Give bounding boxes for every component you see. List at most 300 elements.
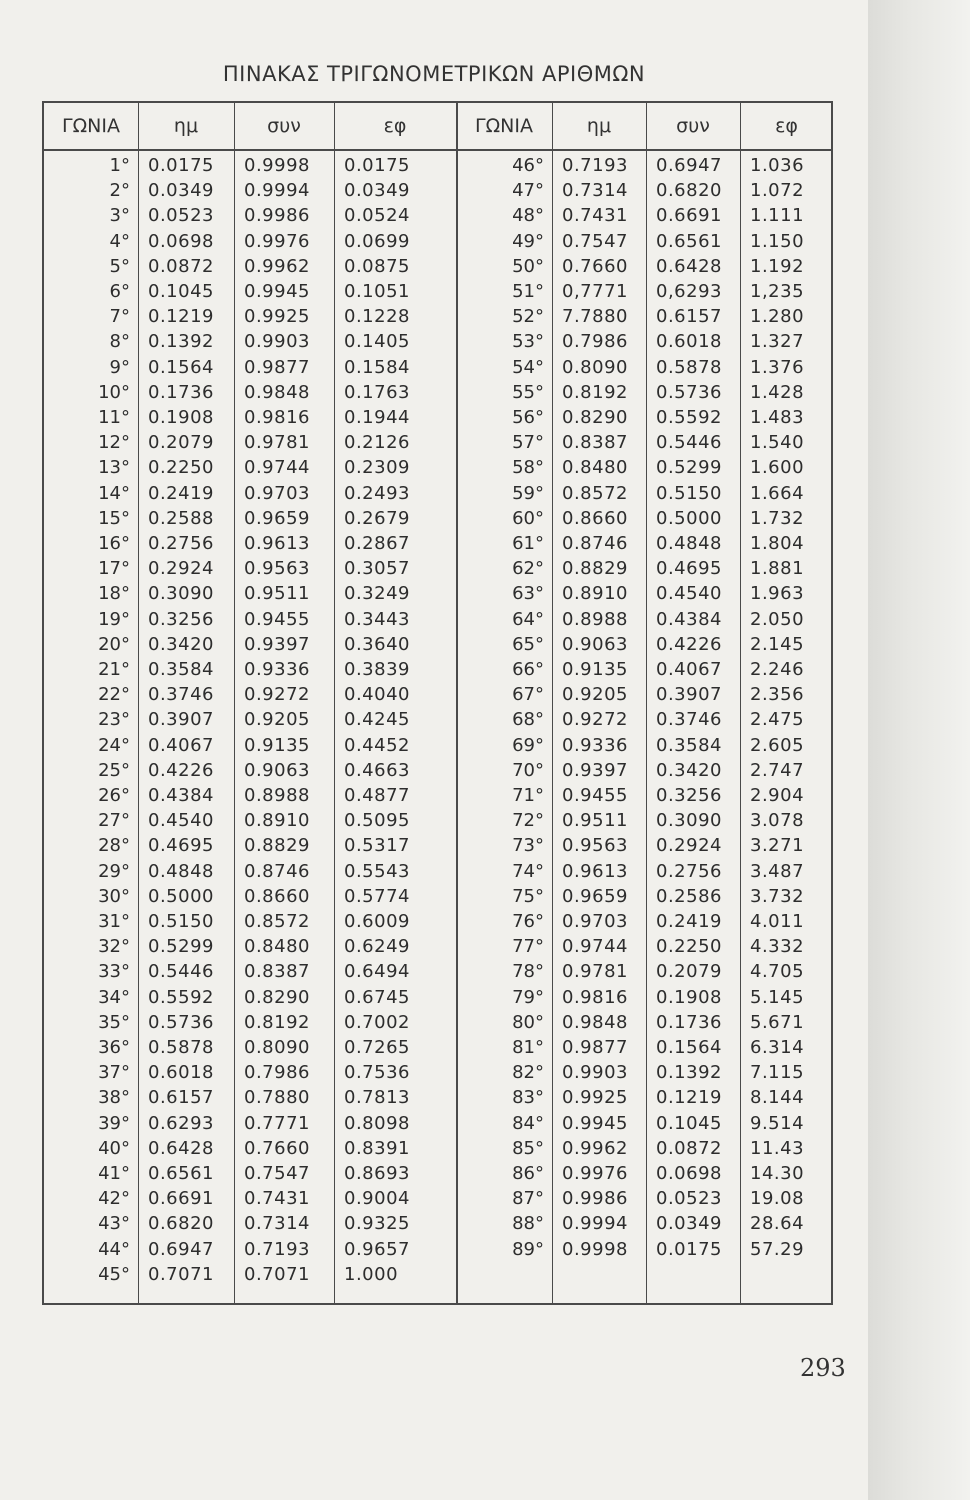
cos-cell: 0.8746	[244, 860, 310, 882]
angle-cell: 26°	[98, 785, 130, 806]
cos-cell: 0.9455	[244, 608, 310, 630]
sin-cell: 0.9744	[562, 936, 628, 958]
cos-cell: 0.5299	[656, 457, 722, 479]
tan-cell: 3.487	[750, 860, 805, 882]
column-header: ημ	[586, 115, 612, 137]
sin-cell: 0.1219	[148, 306, 214, 328]
cos-cell: 0.7880	[244, 1087, 310, 1109]
angle-cell: 34°	[98, 986, 130, 1008]
sin-cell: 0.3090	[148, 583, 214, 605]
sin-cell: 0.2756	[148, 533, 214, 554]
sin-cell: 0.8387	[562, 432, 628, 454]
cos-cell: 0.7314	[244, 1213, 310, 1235]
sin-cell: 0.8192	[562, 381, 628, 403]
tan-cell: 1.000	[344, 1263, 399, 1285]
tan-cell: 0.2867	[344, 533, 410, 554]
cos-cell: 0.8910	[244, 810, 310, 832]
sin-cell: 0.3256	[148, 608, 214, 630]
cos-cell: 0.1392	[656, 1062, 722, 1084]
cos-cell: 0.9903	[244, 331, 310, 353]
tan-cell: 3.271	[750, 835, 805, 857]
sin-cell: 0.4384	[148, 785, 214, 806]
sin-cell: 0.6428	[148, 1137, 214, 1159]
tan-cell: 1,235	[750, 281, 805, 302]
cos-cell: 0.8660	[244, 885, 310, 907]
cos-cell: 0.3090	[656, 810, 722, 832]
tan-cell: 1.804	[750, 533, 805, 554]
sin-cell: 0.9563	[562, 835, 628, 857]
sin-cell: 0.7986	[562, 331, 628, 353]
sin-cell: 0.9877	[562, 1037, 628, 1058]
angle-cell: 81°	[512, 1037, 544, 1058]
sin-cell: 0.9994	[562, 1213, 628, 1235]
sin-cell: 0.9962	[562, 1137, 628, 1159]
tan-cell: 0.1228	[344, 306, 410, 328]
tan-cell: 0.4245	[344, 709, 410, 731]
angle-cell: 50°	[512, 255, 544, 277]
cos-cell: 0.3907	[656, 684, 722, 706]
header-divider	[44, 149, 831, 151]
angle-cell: 88°	[512, 1213, 544, 1235]
column-divider	[334, 103, 335, 1303]
sin-cell: 0.7431	[562, 205, 628, 227]
cos-cell: 0.0349	[656, 1213, 722, 1235]
cos-cell: 0.9613	[244, 533, 310, 554]
angle-cell: 71°	[512, 785, 544, 806]
tan-cell: 0.7002	[344, 1011, 410, 1033]
sin-cell: 0.1392	[148, 331, 214, 353]
tan-cell: 0.1405	[344, 331, 410, 353]
angle-cell: 78°	[512, 961, 544, 983]
angle-cell: 54°	[512, 356, 544, 378]
sin-cell: 0.6293	[148, 1112, 214, 1134]
tan-cell: 14.30	[750, 1163, 805, 1184]
sin-cell: 0.5150	[148, 911, 214, 932]
angle-cell: 61°	[512, 533, 544, 554]
angle-cell: 77°	[512, 936, 544, 958]
cos-cell: 0.9877	[244, 356, 310, 378]
cos-cell: 0.5000	[656, 507, 722, 529]
sin-cell: 0.8660	[562, 507, 628, 529]
cos-cell: 0.7660	[244, 1137, 310, 1159]
tan-cell: 28.64	[750, 1213, 805, 1235]
tan-cell: 0.0349	[344, 180, 410, 202]
angle-cell: 40°	[98, 1137, 130, 1159]
cos-cell: 0.9336	[244, 659, 310, 680]
angle-cell: 37°	[98, 1062, 130, 1084]
tan-cell: 4.011	[750, 911, 805, 932]
column-header: εφ	[383, 115, 407, 137]
angle-cell: 4°	[109, 230, 130, 252]
tan-cell: 1.036	[750, 155, 805, 176]
tan-cell: 0.4452	[344, 734, 410, 756]
angle-cell: 43°	[98, 1213, 130, 1235]
sin-cell: 0.6157	[148, 1087, 214, 1109]
sin-cell: 0.2079	[148, 432, 214, 454]
cos-cell: 0.7193	[244, 1238, 310, 1260]
tan-cell: 1.376	[750, 356, 805, 378]
cos-cell: 0.8192	[244, 1011, 310, 1033]
cos-cell: 0.4226	[656, 633, 722, 655]
angle-cell: 63°	[512, 583, 544, 605]
angle-cell: 23°	[98, 709, 130, 731]
cos-cell: 0.8829	[244, 835, 310, 857]
cos-cell: 0.3584	[656, 734, 722, 756]
angle-cell: 70°	[512, 759, 544, 781]
sin-cell: 0.5000	[148, 885, 214, 907]
tan-cell: 5.145	[750, 986, 805, 1008]
sin-cell: 0.5736	[148, 1011, 214, 1033]
tan-cell: 0.0524	[344, 205, 410, 227]
cos-cell: 0.5150	[656, 482, 722, 504]
cos-cell: 0.4540	[656, 583, 722, 605]
tan-cell: 7.115	[750, 1062, 805, 1084]
angle-cell: 67°	[512, 684, 544, 706]
tan-cell: 0.9657	[344, 1238, 410, 1260]
cos-cell: 0.0175	[656, 1238, 722, 1260]
cos-cell: 0.0523	[656, 1188, 722, 1210]
angle-cell: 75°	[512, 885, 544, 907]
cos-cell: 0.3420	[656, 759, 722, 781]
cos-cell: 0.9816	[244, 407, 310, 428]
angle-cell: 53°	[512, 331, 544, 353]
sin-cell: 0.8572	[562, 482, 628, 504]
cos-cell: 0.9744	[244, 457, 310, 479]
tan-cell: 0.1051	[344, 281, 410, 302]
angle-cell: 13°	[98, 457, 130, 479]
tan-cell: 0.5095	[344, 810, 410, 832]
angle-cell: 72°	[512, 810, 544, 832]
sin-cell: 0.5878	[148, 1037, 214, 1058]
angle-cell: 74°	[512, 860, 544, 882]
cos-cell: 0.0872	[656, 1137, 722, 1159]
cos-cell: 0.9272	[244, 684, 310, 706]
angle-cell: 9°	[109, 356, 130, 378]
angle-cell: 85°	[512, 1137, 544, 1159]
tan-cell: 6.314	[750, 1037, 805, 1058]
angle-cell: 66°	[512, 659, 544, 680]
angle-cell: 49°	[512, 230, 544, 252]
angle-cell: 15°	[98, 507, 130, 529]
column-header: συν	[676, 115, 710, 137]
sin-cell: 0.9613	[562, 860, 628, 882]
tan-cell: 1.150	[750, 230, 805, 252]
sin-cell: 0.9998	[562, 1238, 628, 1260]
sin-cell: 0.1045	[148, 281, 214, 302]
cos-cell: 0.2924	[656, 835, 722, 857]
sin-cell: 0.8829	[562, 558, 628, 580]
cos-cell: 0.4848	[656, 533, 722, 554]
cos-cell: 0.8090	[244, 1037, 310, 1058]
cos-cell: 0.1219	[656, 1087, 722, 1109]
sin-cell: 0.3584	[148, 659, 214, 680]
sin-cell: 0.0175	[148, 155, 214, 176]
angle-cell: 6°	[109, 281, 130, 302]
sin-cell: 0.8090	[562, 356, 628, 378]
angle-cell: 86°	[512, 1163, 544, 1184]
cos-cell: 0.1736	[656, 1011, 722, 1033]
tan-cell: 2.747	[750, 759, 805, 781]
tan-cell: 0.0875	[344, 255, 410, 277]
angle-cell: 79°	[512, 986, 544, 1008]
angle-cell: 33°	[98, 961, 130, 983]
sin-cell: 0.9976	[562, 1163, 628, 1184]
sin-cell: 0.9703	[562, 911, 628, 932]
angle-cell: 27°	[98, 810, 130, 832]
sin-cell: 0.8480	[562, 457, 628, 479]
tan-cell: 0.1763	[344, 381, 410, 403]
angle-cell: 17°	[98, 558, 130, 580]
tan-cell: 11.43	[750, 1137, 805, 1159]
sin-cell: 0.1908	[148, 407, 214, 428]
page-title: ΠΙΝΑΚΑΣ ΤΡΙΓΩΝΟΜΕΤΡΙΚΩΝ ΑΡΙΘΜΩΝ	[222, 62, 646, 86]
cos-cell: 0,6293	[656, 281, 722, 302]
angle-cell: 89°	[512, 1238, 544, 1260]
angle-cell: 3°	[109, 205, 130, 227]
cos-cell: 0.5736	[656, 381, 722, 403]
tan-cell: 0.4040	[344, 684, 410, 706]
sin-cell: 0.7660	[562, 255, 628, 277]
column-header: ημ	[173, 115, 199, 137]
cos-cell: 0.9511	[244, 583, 310, 605]
sin-cell: 0.0698	[148, 230, 214, 252]
tan-cell: 1.664	[750, 482, 805, 504]
angle-cell: 45°	[98, 1263, 130, 1285]
tan-cell: 0.0699	[344, 230, 410, 252]
tan-cell: 0.3057	[344, 558, 410, 580]
tan-cell: 1.192	[750, 255, 805, 277]
angle-cell: 57°	[512, 432, 544, 454]
sin-cell: 0.1736	[148, 381, 214, 403]
angle-cell: 29°	[98, 860, 130, 882]
cos-cell: 0.7071	[244, 1263, 310, 1285]
tan-cell: 57.29	[750, 1238, 805, 1260]
tan-cell: 0.4877	[344, 785, 410, 806]
tan-cell: 0.2493	[344, 482, 410, 504]
tan-cell: 4.705	[750, 961, 805, 983]
cos-cell: 0.7547	[244, 1163, 310, 1184]
tan-cell: 3.732	[750, 885, 805, 907]
tan-cell: 0.5543	[344, 860, 410, 882]
column-divider	[234, 103, 235, 1303]
tan-cell: 0.8693	[344, 1163, 410, 1184]
cos-cell: 0.9998	[244, 155, 310, 176]
tan-cell: 1.428	[750, 381, 805, 403]
cos-cell: 0.6561	[656, 230, 722, 252]
sin-cell: 0.7193	[562, 155, 628, 176]
tan-cell: 1.072	[750, 180, 805, 202]
cos-cell: 0.3256	[656, 785, 722, 806]
tan-cell: 2.356	[750, 684, 805, 706]
cos-cell: 0.5878	[656, 356, 722, 378]
sin-cell: 0.8746	[562, 533, 628, 554]
sin-cell: 0.8988	[562, 608, 628, 630]
angle-cell: 52°	[512, 306, 544, 328]
sin-cell: 0.8910	[562, 583, 628, 605]
angle-cell: 20°	[98, 633, 130, 655]
angle-cell: 42°	[98, 1188, 130, 1210]
sin-cell: 0.9397	[562, 759, 628, 781]
tan-cell: 0.2126	[344, 432, 410, 454]
angle-cell: 22°	[98, 684, 130, 706]
angle-cell: 12°	[98, 432, 130, 454]
angle-cell: 38°	[98, 1087, 130, 1109]
cos-cell: 0.7431	[244, 1188, 310, 1210]
tan-cell: 0.2679	[344, 507, 410, 529]
sin-cell: 0.6691	[148, 1188, 214, 1210]
column-divider	[552, 103, 553, 1303]
sin-cell: 0.4848	[148, 860, 214, 882]
column-divider	[646, 103, 647, 1303]
sin-cell: 0.2250	[148, 457, 214, 479]
angle-cell: 83°	[512, 1087, 544, 1109]
angle-cell: 25°	[98, 759, 130, 781]
angle-cell: 76°	[512, 911, 544, 932]
angle-cell: 55°	[512, 381, 544, 403]
sin-cell: 0.2419	[148, 482, 214, 504]
sin-cell: 7.7880	[562, 306, 628, 328]
sin-cell: 0,7771	[562, 281, 628, 302]
tan-cell: 8.144	[750, 1087, 805, 1109]
angle-cell: 82°	[512, 1062, 544, 1084]
tan-cell: 0.3839	[344, 659, 410, 680]
angle-cell: 58°	[512, 457, 544, 479]
tan-cell: 0.3640	[344, 633, 410, 655]
angle-cell: 51°	[512, 281, 544, 302]
tan-cell: 0.5774	[344, 885, 410, 907]
cos-cell: 0.1045	[656, 1112, 722, 1134]
cos-cell: 0.9135	[244, 734, 310, 756]
sin-cell: 0.9511	[562, 810, 628, 832]
page-edge	[868, 0, 970, 1500]
tan-cell: 0.6494	[344, 961, 410, 983]
tan-cell: 2.050	[750, 608, 805, 630]
cos-cell: 0.6428	[656, 255, 722, 277]
cos-cell: 0.9925	[244, 306, 310, 328]
cos-cell: 0.1908	[656, 986, 722, 1008]
page-number: 293	[800, 1354, 846, 1382]
angle-cell: 28°	[98, 835, 130, 857]
angle-cell: 64°	[512, 608, 544, 630]
cos-cell: 0.6157	[656, 306, 722, 328]
cos-cell: 0.2586	[656, 885, 722, 907]
sin-cell: 0.4226	[148, 759, 214, 781]
column-divider	[740, 103, 741, 1303]
cos-cell: 0.8290	[244, 986, 310, 1008]
tan-cell: 1.600	[750, 457, 805, 479]
tan-cell: 0.1944	[344, 407, 410, 428]
sin-cell: 0.1564	[148, 356, 214, 378]
tan-cell: 0.9004	[344, 1188, 410, 1210]
column-divider	[138, 103, 139, 1303]
tan-cell: 0.3443	[344, 608, 410, 630]
angle-cell: 24°	[98, 734, 130, 756]
angle-cell: 69°	[512, 734, 544, 756]
tan-cell: 2.605	[750, 734, 805, 756]
column-header: εφ	[775, 115, 798, 137]
sin-cell: 0.8290	[562, 407, 628, 428]
sin-cell: 0.3420	[148, 633, 214, 655]
tan-cell: 0.8098	[344, 1112, 410, 1134]
angle-cell: 48°	[512, 205, 544, 227]
cos-cell: 0.1564	[656, 1037, 722, 1058]
angle-cell: 41°	[98, 1163, 130, 1184]
angle-cell: 44°	[98, 1238, 130, 1260]
sin-cell: 0.9986	[562, 1188, 628, 1210]
cos-cell: 0.6691	[656, 205, 722, 227]
tan-cell: 1.111	[750, 205, 805, 227]
angle-cell: 87°	[512, 1188, 544, 1210]
cos-cell: 0.9945	[244, 281, 310, 302]
sin-cell: 0.9455	[562, 785, 628, 806]
angle-cell: 18°	[98, 583, 130, 605]
cos-cell: 0.9063	[244, 759, 310, 781]
sin-cell: 0.5299	[148, 936, 214, 958]
tan-cell: 0.7265	[344, 1037, 410, 1058]
tan-cell: 0.9325	[344, 1213, 410, 1235]
angle-cell: 21°	[98, 659, 130, 680]
cos-cell: 0.3746	[656, 709, 722, 731]
tan-cell: 0.4663	[344, 759, 410, 781]
tan-cell: 0.1584	[344, 356, 410, 378]
cos-cell: 0.8572	[244, 911, 310, 932]
cos-cell: 0.2419	[656, 911, 722, 932]
tan-cell: 9.514	[750, 1112, 805, 1134]
tan-cell: 0.6249	[344, 936, 410, 958]
sin-cell: 0.6820	[148, 1213, 214, 1235]
cos-cell: 0.4695	[656, 558, 722, 580]
angle-cell: 5°	[109, 255, 130, 277]
sin-cell: 0.7547	[562, 230, 628, 252]
tan-cell: 0.2309	[344, 457, 410, 479]
sin-cell: 0.5446	[148, 961, 214, 983]
cos-cell: 0.6947	[656, 155, 722, 176]
tan-cell: 2.475	[750, 709, 805, 731]
cos-cell: 0.9703	[244, 482, 310, 504]
cos-cell: 0.9976	[244, 230, 310, 252]
sin-cell: 0.6561	[148, 1163, 214, 1184]
tan-cell: 0.0175	[344, 155, 410, 176]
tan-cell: 1.327	[750, 331, 805, 353]
sin-cell: 0.4540	[148, 810, 214, 832]
cos-cell: 0.9994	[244, 180, 310, 202]
angle-cell: 39°	[98, 1112, 130, 1134]
angle-cell: 1°	[109, 155, 130, 176]
angle-cell: 47°	[512, 180, 544, 202]
tan-cell: 1.881	[750, 558, 805, 580]
cos-cell: 0.8387	[244, 961, 310, 983]
cos-cell: 0.6018	[656, 331, 722, 353]
sin-cell: 0.9903	[562, 1062, 628, 1084]
cos-cell: 0.4067	[656, 659, 722, 680]
column-header: ΓΩΝΙΑ	[475, 115, 533, 137]
sin-cell: 0.9205	[562, 684, 628, 706]
cos-cell: 0.5592	[656, 407, 722, 428]
tan-cell: 0.3249	[344, 583, 410, 605]
tan-cell: 0.7813	[344, 1087, 410, 1109]
tan-cell: 2.904	[750, 785, 805, 806]
sin-cell: 0.9848	[562, 1011, 628, 1033]
angle-cell: 7°	[109, 306, 130, 328]
cos-cell: 0.9962	[244, 255, 310, 277]
sin-cell: 0.6947	[148, 1238, 214, 1260]
sin-cell: 0.0523	[148, 205, 214, 227]
cos-cell: 0.2756	[656, 860, 722, 882]
angle-cell: 14°	[98, 482, 130, 504]
angle-cell: 65°	[512, 633, 544, 655]
angle-cell: 31°	[98, 911, 130, 932]
cos-cell: 0.9781	[244, 432, 310, 454]
